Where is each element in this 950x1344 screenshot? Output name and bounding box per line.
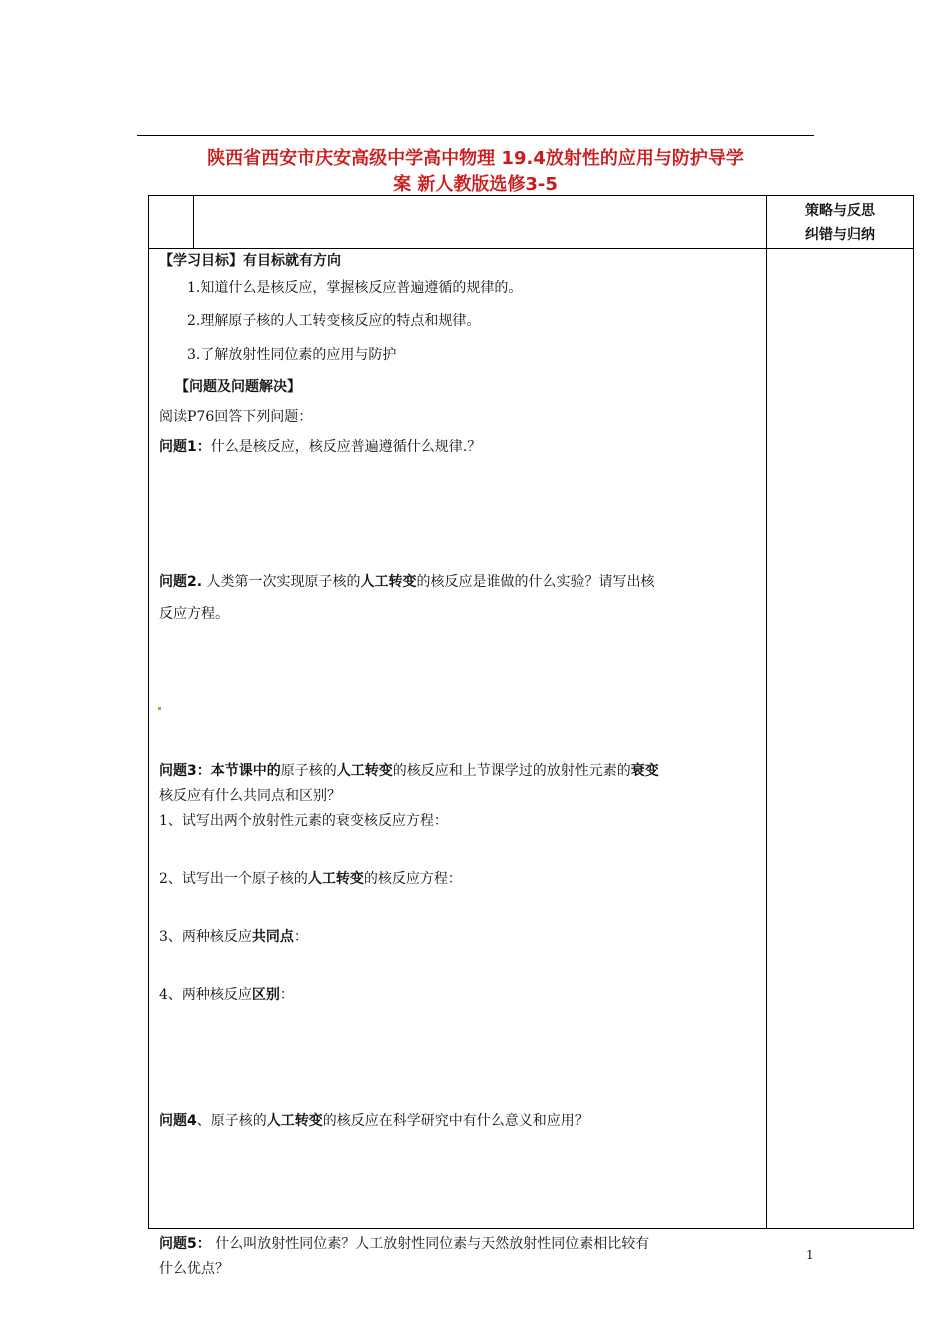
question-5-line-2: 什么优点？	[159, 1261, 229, 1277]
reading-instruction: 阅读P76回答下列问题：	[159, 409, 313, 425]
question-4: 问题4、原子核的人工转变的核反应在科学研究中有什么意义和应用？	[159, 1113, 589, 1129]
side-notes-cell	[767, 249, 914, 1229]
title-line-2: 案 新人教版选修3-5	[393, 174, 558, 195]
question-3: 问题3：本节课中的原子核的人工转变的核反应和上节课学过的放射性元素的衰变	[159, 763, 659, 779]
main-content-cell	[149, 249, 767, 1277]
question-5: 问题5： 什么叫放射性同位素？人工放射性同位素与天然放射性同位素相比较有	[159, 1236, 650, 1252]
header-rule	[137, 135, 814, 136]
title-line-1: 陕西省西安市庆安高级中学高中物理 19.4放射性的应用与防护导学	[207, 148, 744, 169]
problems-heading: 【问题及问题解决】	[175, 379, 301, 395]
content-row	[149, 249, 914, 1229]
goal-3: 3.了解放射性同位素的应用与防护	[187, 347, 397, 363]
question-1: 问题1：什么是核反应，核反应普遍遵循什么规律.？	[159, 439, 482, 455]
document-title	[137, 146, 814, 198]
stray-mark	[158, 707, 161, 710]
header-row	[149, 196, 914, 249]
worksheet-table	[148, 195, 914, 1277]
question-2: 问题2. 人类第一次实现原子核的人工转变的核反应是谁做的什么实验？请写出核	[159, 574, 655, 590]
side-header-strategy: 策略与反思	[805, 203, 875, 219]
side-column-header	[767, 196, 914, 249]
question-2-line-2: 反应方程。	[159, 606, 229, 622]
question-3-line-2: 核反应有什么共同点和区别？	[159, 788, 341, 804]
question-3-item-1: 1、试写出两个放射性元素的衰变核反应方程：	[159, 813, 448, 829]
page-number: 1	[806, 1248, 814, 1262]
side-header-correction: 纠错与归纳	[805, 227, 875, 243]
question-3-item-4: 4、两种核反应区别：	[159, 987, 294, 1003]
learning-goals-heading: 【学习目标】有目标就有方向	[159, 253, 341, 269]
goal-1: 1.知道什么是核反应，掌握核反应普遍遵循的规律的。	[187, 280, 523, 296]
question-3-item-2: 2、试写出一个原子核的人工转变的核反应方程：	[159, 871, 462, 887]
header-cell-blank-1	[149, 196, 194, 249]
goal-2: 2.理解原子核的人工转变核反应的特点和规律。	[187, 313, 481, 329]
question-3-item-3: 3、两种核反应共同点：	[159, 929, 308, 945]
header-cell-blank-2	[194, 196, 767, 249]
